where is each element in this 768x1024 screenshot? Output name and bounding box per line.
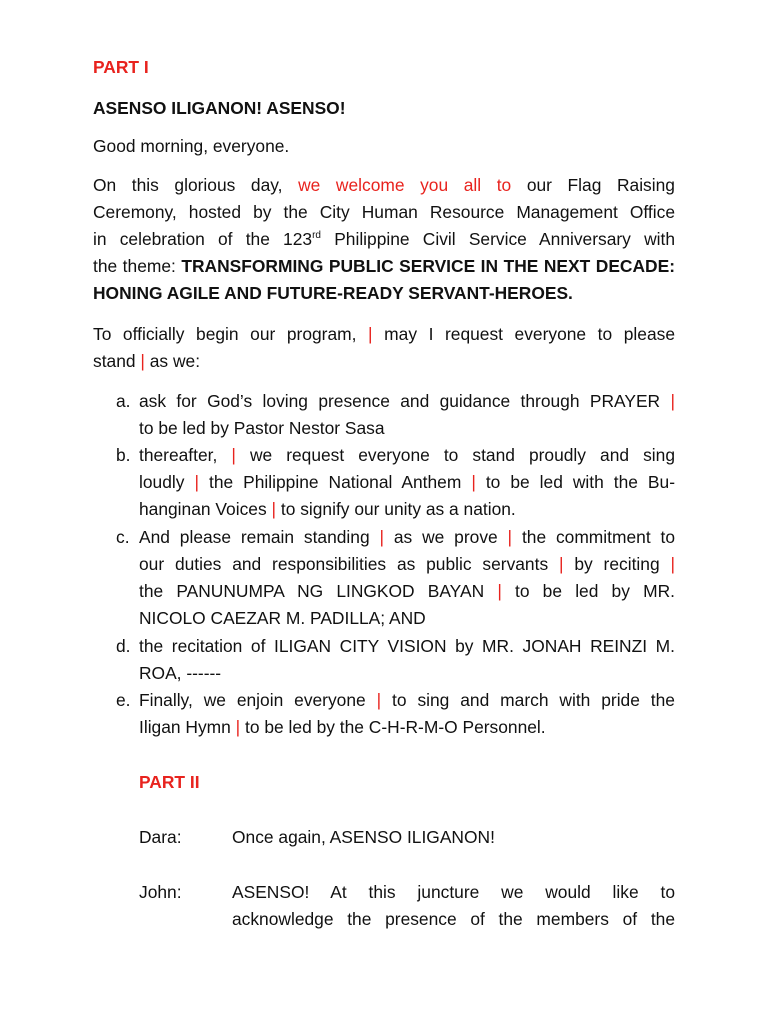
list-marker: c.: [116, 527, 130, 547]
list-marker: e.: [116, 690, 131, 710]
speaker-label: Dara:: [139, 827, 182, 847]
list-marker: d.: [116, 636, 131, 656]
intro-paragraph: On this glorious day, we welcome you all to our Flag Raising Ceremony, hosted by the City Human Resource Management Office in celebration of the 123rd Philippine Civil Service Anniversary with the theme: TRANSFORMING PUBLIC SERVICE IN THE NEXT DECADE: HONING AGILE AND FUTURE-READY SERVANT-HEROES.: [93, 175, 675, 303]
list-marker: b.: [116, 445, 131, 465]
slogan-heading: ASENSO ILIGANON! ASENSO!: [93, 98, 346, 118]
program-opening: To officially begin our program, | may I request everyone to please stand | as we:: [93, 324, 675, 371]
greeting: Good morning, everyone.: [93, 136, 290, 156]
speaker-label: John:: [139, 882, 182, 902]
part-one-heading: PART I: [93, 57, 149, 77]
list-marker: a.: [116, 391, 131, 411]
